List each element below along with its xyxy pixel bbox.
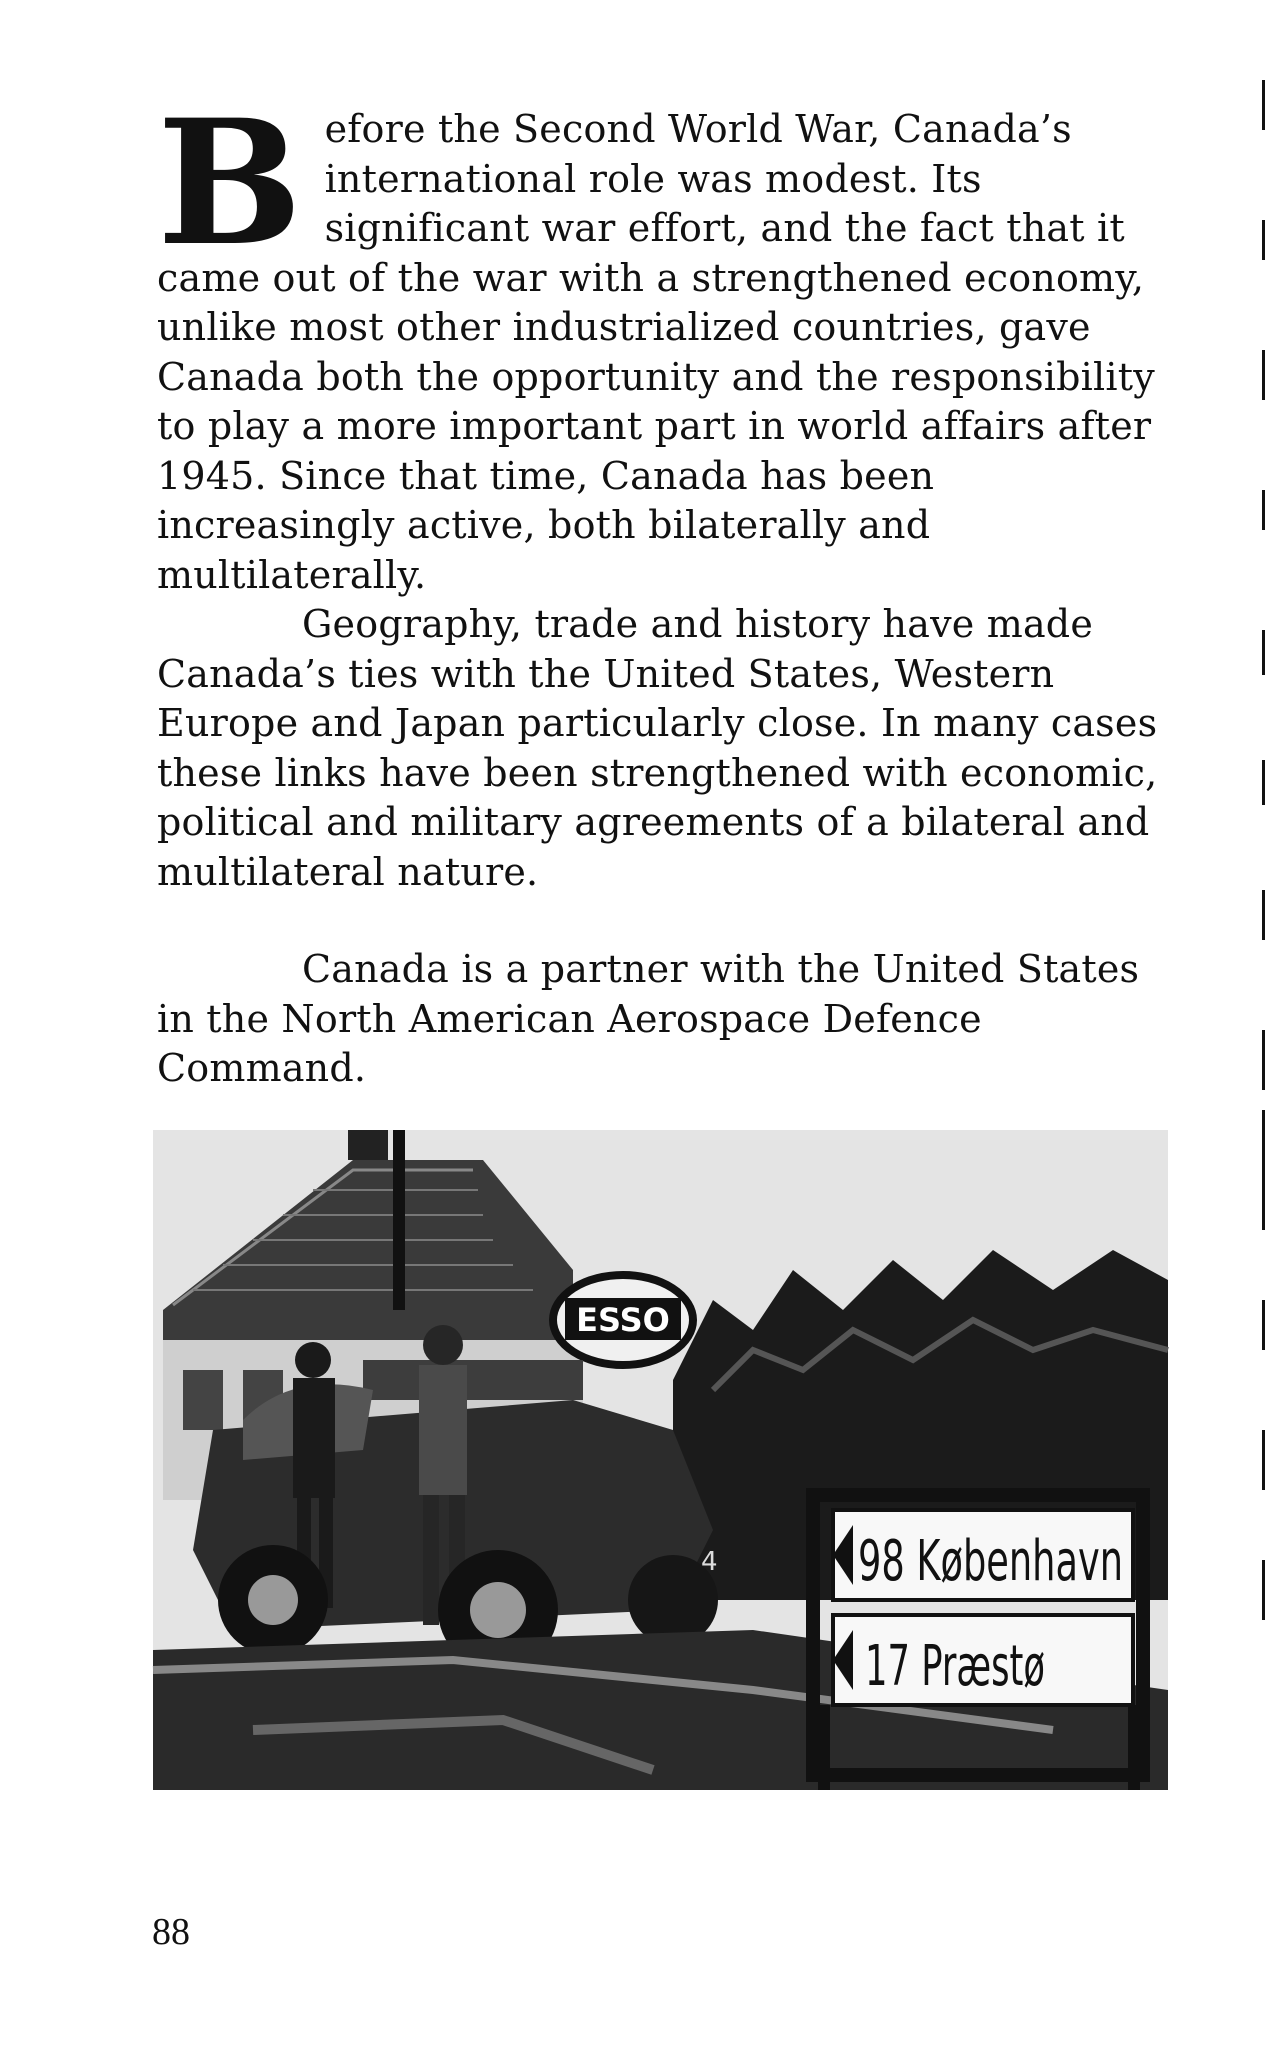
paragraph-norad-text: Canada is a partner with the United States in the North American Aerospace Defence Command. bbox=[157, 947, 1140, 1090]
paragraph-intro-text: efore the Second World War, Canada’s international role was modest. Its significant war effort, and the fact that it came out of the war with a strengthened economy, unlike most other industrialized countries, gave Canada both the opportunity and the responsibility to play a more important part in world affairs after 1945. Since that time, Canada has been increasingly active, both bilaterally and multilaterally. bbox=[157, 107, 1155, 597]
esso-sign-text: ESSO bbox=[576, 1301, 670, 1339]
road-sign-praesto: 17 Præstø bbox=[865, 1634, 1045, 1699]
photo-military-vehicle-roadsign bbox=[153, 1130, 1168, 1790]
scan-edge-mark bbox=[1262, 1300, 1265, 1350]
scan-edge-mark bbox=[1262, 760, 1265, 805]
vehicle-marking: 4 bbox=[701, 1547, 718, 1577]
paragraph-ties bbox=[157, 600, 1167, 897]
paragraph-norad bbox=[157, 945, 1167, 1094]
paragraph-intro bbox=[157, 81, 1167, 600]
paragraph-ties-text: Geography, trade and history have made Canada’s ties with the United States, Western Europe and Japan particularly close. In many cases these links have been strengthened with economic, political and military agreements of a bilateral and multilateral nature. bbox=[157, 602, 1158, 894]
scan-edge-mark bbox=[1262, 630, 1265, 675]
page-number: 88 bbox=[152, 1911, 190, 1953]
road-sign-copenhagen: 98 København bbox=[858, 1529, 1123, 1594]
scan-edge-mark bbox=[1262, 1560, 1265, 1620]
scan-edge-mark bbox=[1262, 1030, 1265, 1090]
scan-edge-mark bbox=[1262, 220, 1265, 260]
scan-edge-mark bbox=[1262, 1110, 1265, 1230]
drop-cap: B bbox=[157, 81, 303, 284]
scan-edge-mark bbox=[1262, 890, 1265, 940]
scan-edge-mark bbox=[1262, 490, 1265, 530]
scan-edge-mark bbox=[1262, 1430, 1265, 1490]
scan-edge-mark bbox=[1262, 350, 1265, 400]
scan-edge-mark bbox=[1262, 80, 1265, 130]
